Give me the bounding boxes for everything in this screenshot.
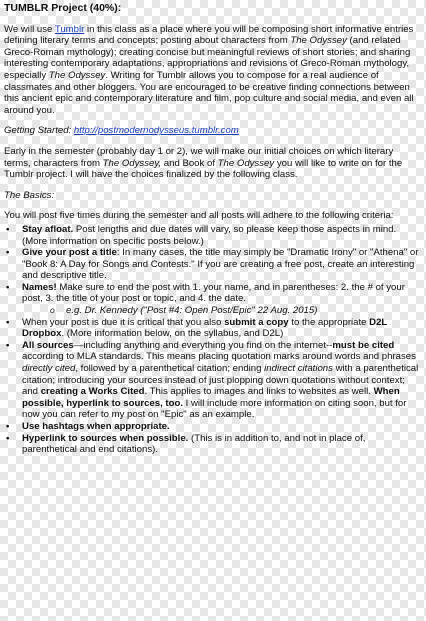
early-text-2: and Book of xyxy=(161,157,218,169)
bullet-5-text-6: I will include more information on citing soon, but for now you can refer to my post on "Epic" as an example. xyxy=(22,397,407,421)
odyssey-title-3: The Odyssey, xyxy=(102,157,162,169)
intro-text-4: . Writing for Tumblr allows you to compose for a real audience of classmates and other bloggers. You are encouraged to be creative finding connections between this ancient epic and contemporary literature and film, pop culture and social media, and even all around you. xyxy=(4,69,414,116)
bullet-2-text: : In many cases, the title may simply be "Dramatic Irony" or "Athena" or "Book 8: A Day for Songs and Contests." If you are creating a free post, create an interesting and descriptive title. xyxy=(22,247,419,282)
bullet-5-text-3: , followed by a parenthetical citation; ending xyxy=(75,363,265,375)
bullet-5-bold-2: must be cited xyxy=(332,339,395,351)
bullet-4-bold-2: D2L Dropbox xyxy=(22,316,388,340)
bullet-3-bold: Names! xyxy=(22,281,57,293)
list-item xyxy=(4,282,422,317)
bullet-7-text: (This is in addition to, and not in place of, parenthetical and end citations). xyxy=(22,432,366,456)
bullet-7-bold: Hyperlink to sources when possible. xyxy=(22,432,189,444)
basics-label: The Basics: xyxy=(4,189,55,201)
getting-started-line xyxy=(4,125,422,137)
bullet-5-text-5: . This applies to images and links to websites as well. xyxy=(144,386,374,398)
bullet-5-bold-4: When possible, hyperlink to sources, too. xyxy=(22,386,400,409)
bullet-3-text: Make sure to end the post with 1. your name, and in parentheses: 2. the # of your post, 3. the title of your post or topic, and 4. the date. xyxy=(22,281,405,305)
bullet-6-bold: Use hashtags when appropriate. xyxy=(22,421,170,432)
bullet-5-text-2: according to MLA standards. This means placing quotation marks around words and phrases xyxy=(22,351,416,363)
bullet-1-text: Post lengths and due dates will vary, so please keep those aspects in mind. (More information on specific posts below.) xyxy=(22,223,397,247)
list-item xyxy=(4,433,422,456)
intro-text-3: (and related Greco-Roman mythology); creating concise but meaningful reviews of short stories; and sharing interesting contemporary adaptations, appropriations and revisions of Greco-Roman mythology, especially xyxy=(4,35,411,81)
bullet-5-italic-2: indirect citations xyxy=(264,363,333,375)
bullet-5-text-4: with a parenthetical citation; introducing your sources instead of just plopping down quotations without context; and xyxy=(22,363,419,398)
bullet-4-text-3: . (More information below, on the syllabus, and D2L) xyxy=(61,328,284,340)
bullet-5-bold-1: All sources xyxy=(22,339,74,351)
blog-url-link[interactable]: http://postmodernodysseus.tumblr.com xyxy=(73,125,239,137)
list-item xyxy=(4,247,422,282)
getting-started-label: Getting Started: xyxy=(4,125,74,137)
bullet-5-bold-3: creating a Works Cited xyxy=(40,386,145,398)
basics-intro: You will post five times during the semester and all posts will adhere to the following criteria: xyxy=(4,210,394,222)
odyssey-title-2: The Odyssey xyxy=(48,69,106,81)
bullet-4-text-2: to the appropriate xyxy=(288,316,370,328)
list-item xyxy=(4,340,422,421)
intro-text-2: in this class as a place where you will be composing short informative entries defining literary terms and concepts; posting about characters from xyxy=(4,23,414,47)
bullet-4-bold-1: submit a copy xyxy=(224,316,289,328)
tumblr-link[interactable]: Tumblr xyxy=(54,23,85,35)
bullet-1-bold: Stay afloat. xyxy=(22,223,74,235)
list-item xyxy=(4,421,422,433)
bullet-2-bold: Give your post a title xyxy=(22,247,117,259)
bullet-5-text-1: —including anything and everything you find on the internet-- xyxy=(73,339,333,351)
odyssey-title-1: The Odyssey xyxy=(290,35,347,47)
intro-paragraph xyxy=(4,24,422,117)
example-sub-item: o e.g. Dr. Kennedy ("Post #4: Open Post/Epic" 22 Aug. 2015) xyxy=(22,305,422,317)
bullet-4-text-1: When your post is due it is critical that you also xyxy=(22,316,225,328)
odyssey-title-4: The Odyssey xyxy=(217,157,275,169)
list-item xyxy=(4,224,422,247)
early-text-1: Early in the semester (probably day 1 or 2), we will make our initial choices on which literary terms, characters from xyxy=(4,145,394,169)
list-item xyxy=(4,317,422,340)
intro-text-1: We will use xyxy=(4,23,55,35)
early-semester-paragraph xyxy=(4,146,422,181)
criteria-list xyxy=(4,224,422,456)
page-title: TUMBLR Project (40%): xyxy=(4,2,122,14)
early-text-3: you will like to write on for the Tumblr project. I will have the choices finalized by the following class. xyxy=(4,157,403,181)
bullet-5-italic-1: directly cited xyxy=(22,363,76,375)
